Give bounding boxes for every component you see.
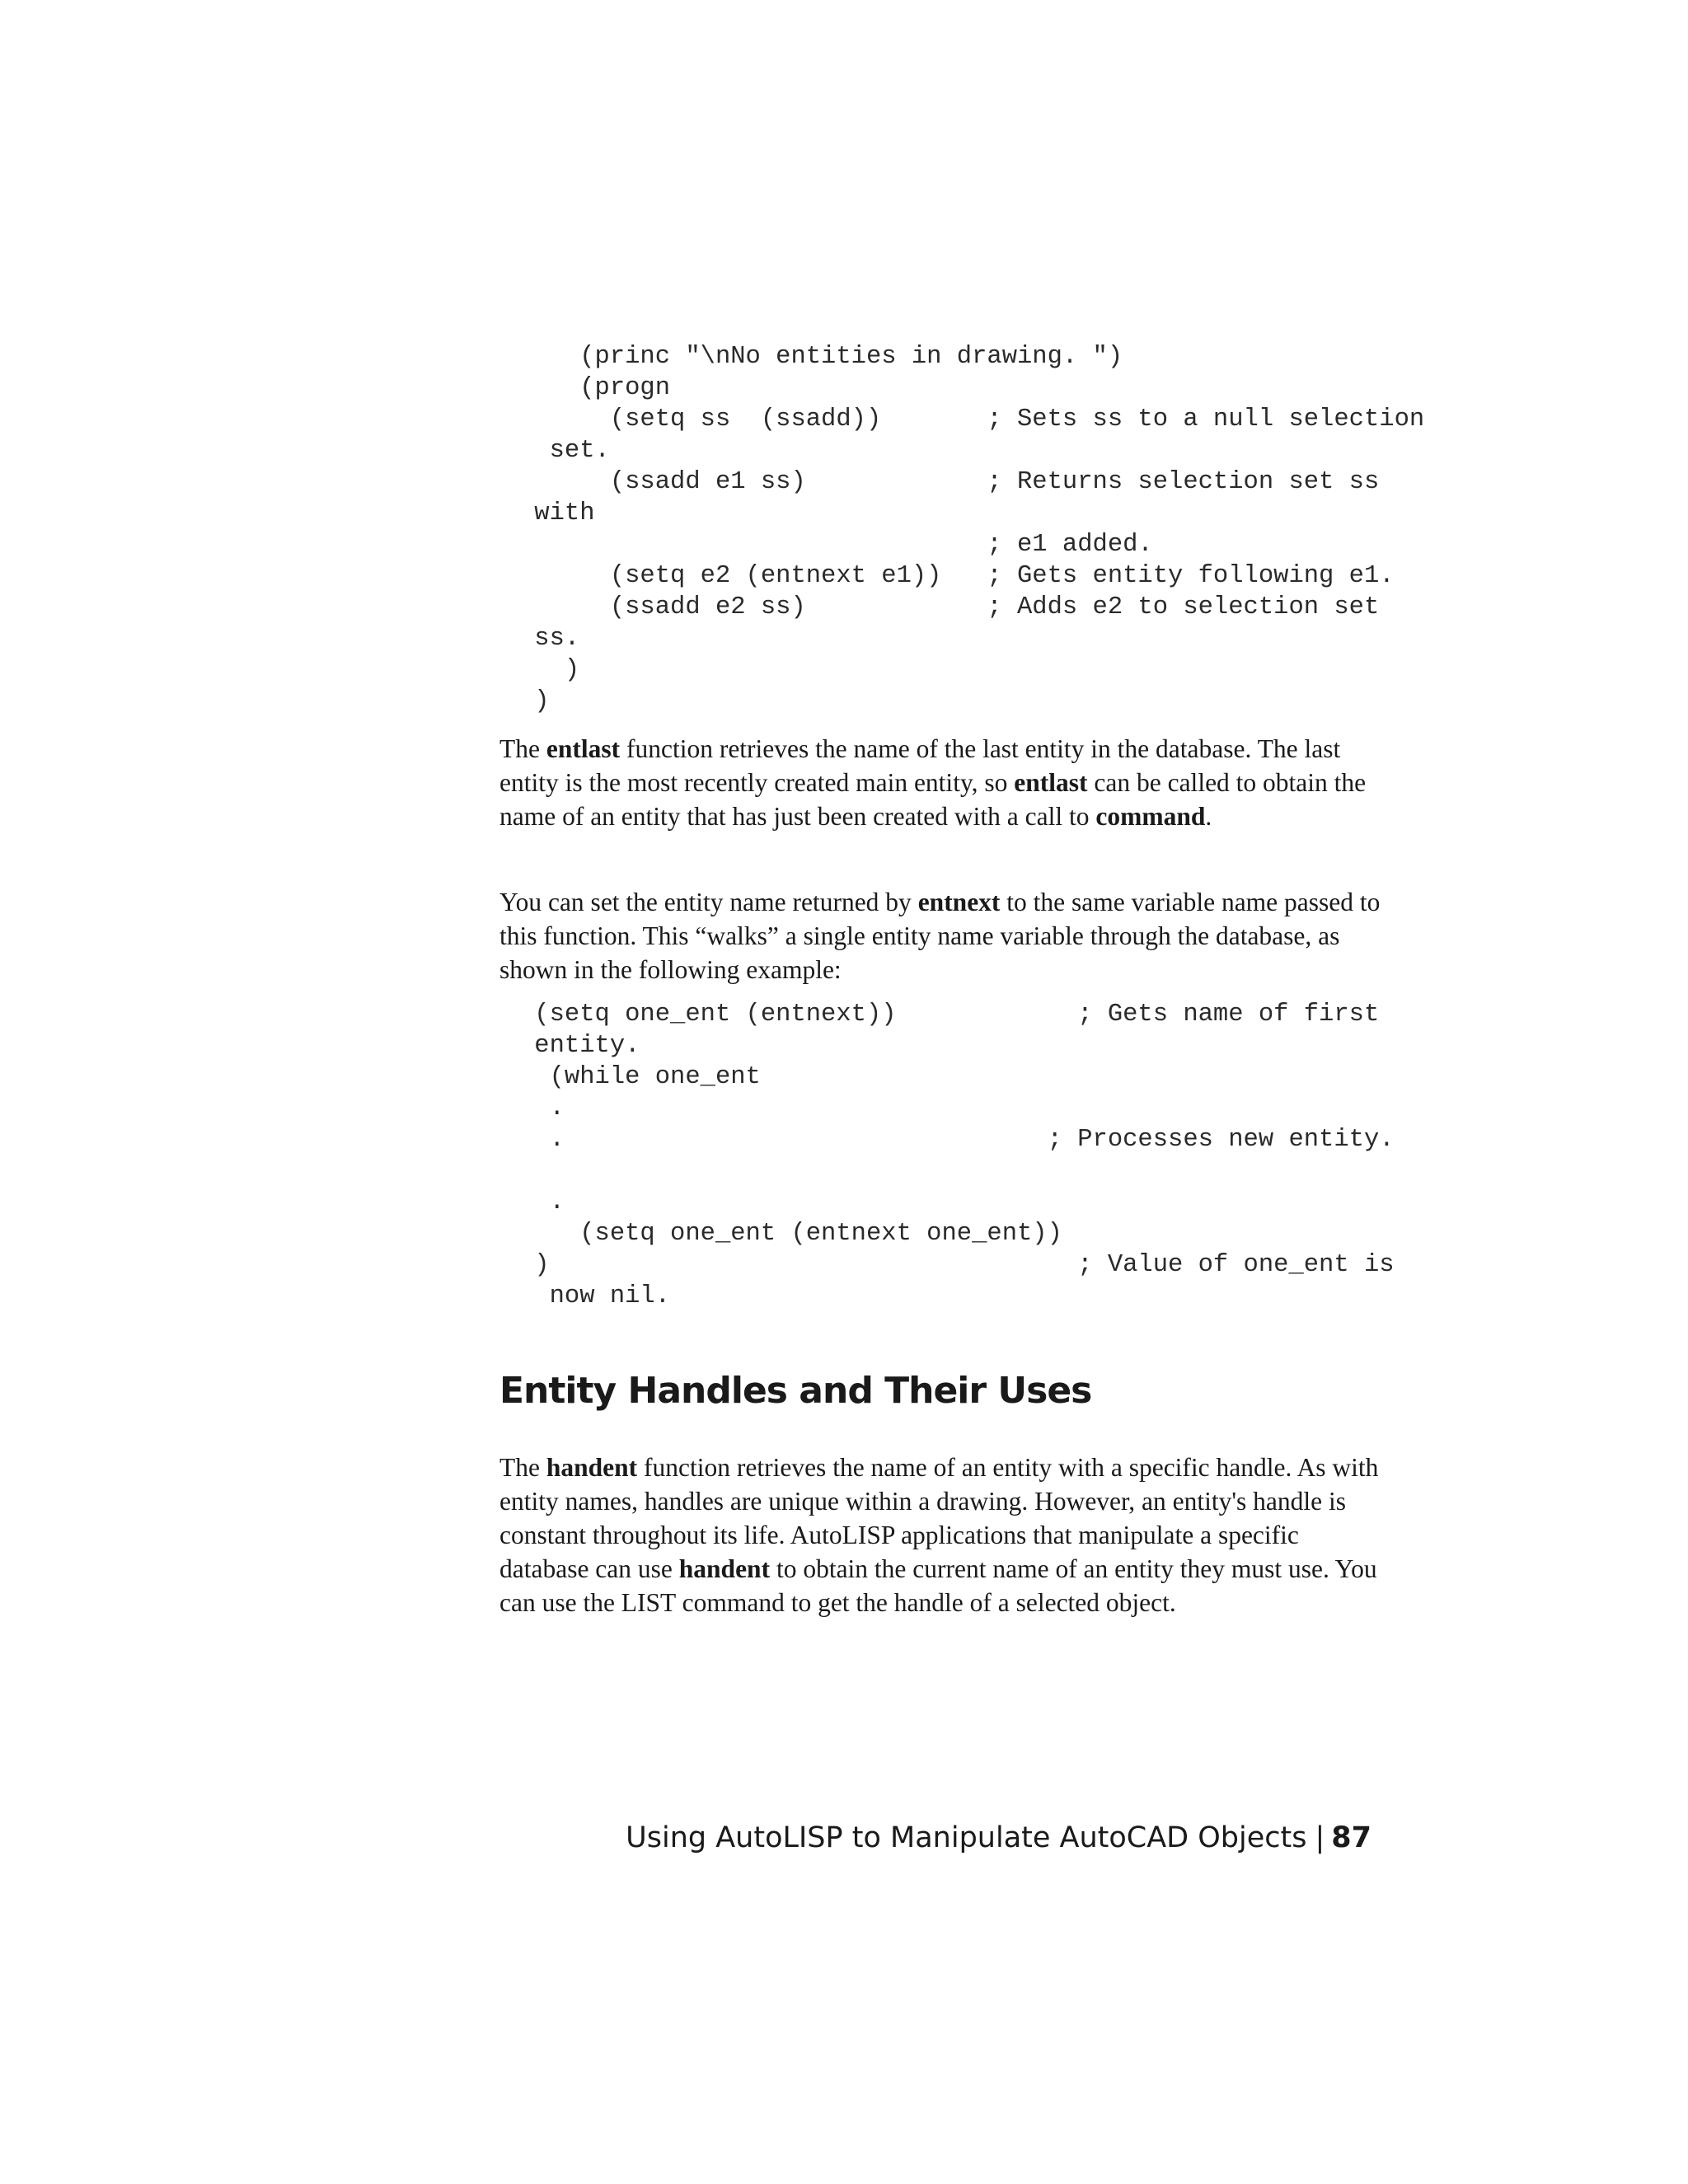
code-line: (setq one_ent (entnext)) ; Gets name of first xyxy=(519,1001,1380,1029)
code-line: ; e1 added. xyxy=(519,531,1153,559)
code-line: (setq e2 (entnext e1)) ; Gets entity following e1. xyxy=(519,562,1395,590)
function-name: handent xyxy=(546,1453,638,1482)
function-name: entnext xyxy=(917,888,1001,916)
code-line: . ; Processes new entity. xyxy=(519,1126,1395,1154)
function-name: entlast xyxy=(1014,768,1088,797)
running-title: Using AutoLISP to Manipulate AutoCAD Objects xyxy=(626,1821,1307,1854)
paragraph-entlast: The entlast function retrieves the name of the last entity in the database. The last entity is the most recently created main entity, so entlast can be called to obtain the name of an entity that has just been created with a call to command. xyxy=(499,734,1367,831)
code-line: (while one_ent xyxy=(519,1063,761,1091)
function-name: entlast xyxy=(546,734,621,763)
code-line: (ssadd e1 ss) ; Returns selection set ss xyxy=(519,468,1380,496)
code-line: ) ; Value of one_ent is xyxy=(519,1251,1395,1279)
paragraph-entnext: You can set the entity name returned by entnext to the same variable name passed to this function. This “walks” a single entity name variable through the database, as shown in the following example: xyxy=(499,888,1381,984)
code-line: ) xyxy=(519,687,550,715)
code-line: ) xyxy=(519,656,580,684)
code-line: entity. xyxy=(519,1032,640,1060)
code-line: set. xyxy=(519,437,610,465)
code-line: . xyxy=(519,1094,565,1122)
page-footer xyxy=(626,1820,1372,1856)
code-line: ss. xyxy=(519,625,580,653)
code-block-2 xyxy=(519,999,1395,1312)
code-block-1 xyxy=(519,341,1424,717)
code-line xyxy=(519,1155,1395,1187)
page-number: 87 xyxy=(1331,1821,1372,1854)
code-line: . xyxy=(519,1188,565,1216)
paragraph-handent: The handent function retrieves the name of an entity with a specific handle. As with entity names, handles are unique within a drawing. However, an entity's handle is constant throughout its life. AutoLISP applications that manipulate a specific database can use handent to obtain the current name of an entity they must use. You can use the LIST command to get the handle of a selected object. xyxy=(499,1453,1379,1617)
function-name: handent xyxy=(678,1554,771,1583)
code-line: (ssadd e2 ss) ; Adds e2 to selection set xyxy=(519,593,1380,621)
code-line: (princ "\nNo entities in drawing. ") xyxy=(519,343,1123,371)
section-heading: Entity Handles and Their Uses xyxy=(499,1370,1092,1412)
function-name: command xyxy=(1095,802,1206,831)
footer-separator: | xyxy=(1315,1821,1325,1854)
code-line: (setq one_ent (entnext one_ent)) xyxy=(519,1220,1062,1248)
code-line: (setq ss (ssadd)) ; Sets ss to a null selection xyxy=(519,405,1425,434)
code-line: (progn xyxy=(519,374,671,402)
code-line: with xyxy=(519,499,595,527)
code-line: now nil. xyxy=(519,1282,671,1310)
